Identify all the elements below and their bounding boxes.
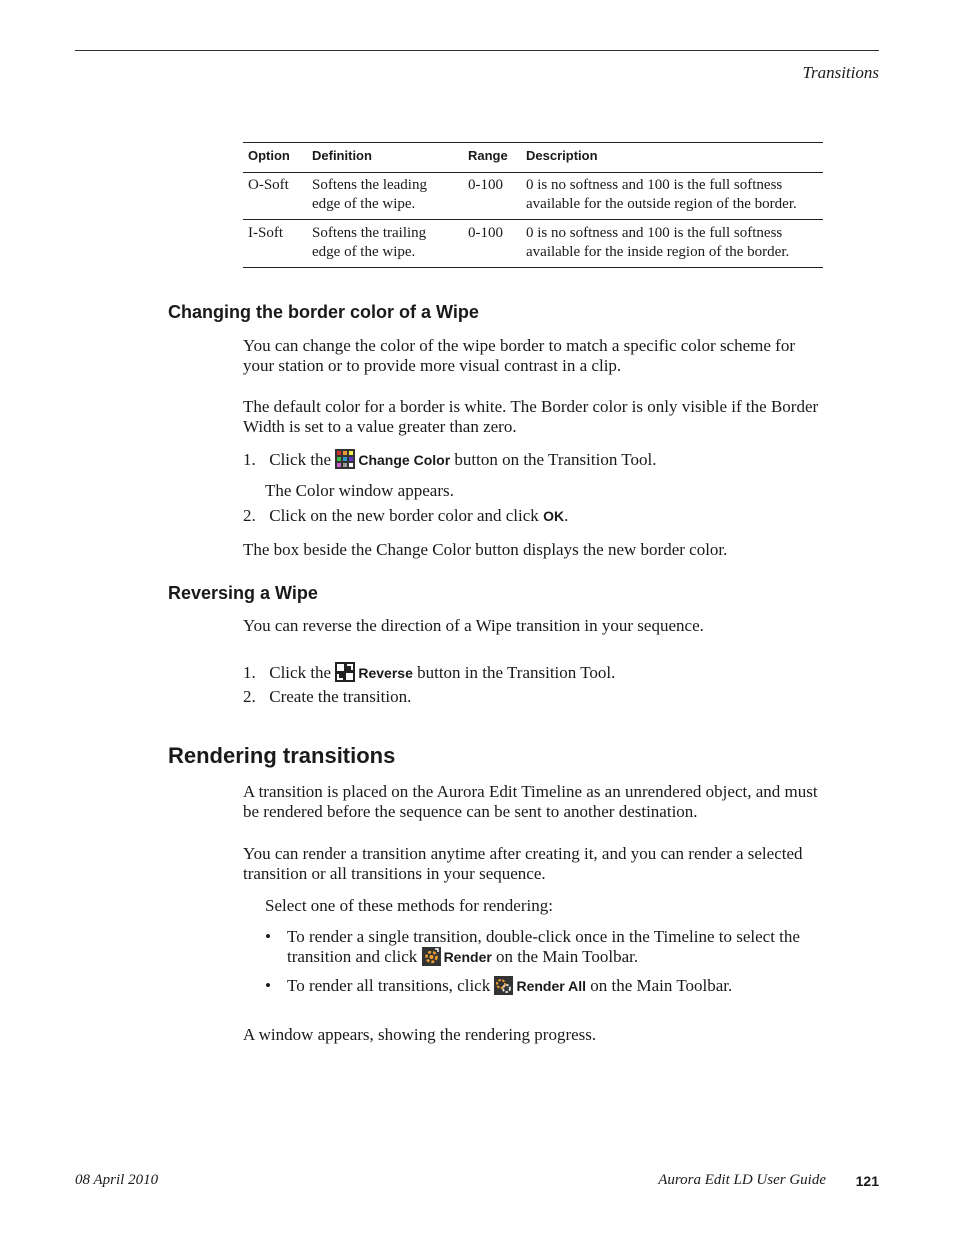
bullet-text-post: on the Main Toolbar. [590,976,733,995]
step-text-pre: Click on the new border color and click [269,506,539,525]
ok-label: OK [543,508,565,524]
cell-definition: Softens the trailing edge of the wipe. [307,220,463,268]
step-text-post: button on the Transition Tool. [454,450,657,469]
step-text-post: . [564,506,569,525]
table-header-row [243,143,823,172]
cell-range: 0-100 [463,171,521,220]
paragraph: You can reverse the direction of a Wipe transition in your sequence. [243,616,704,635]
cell-definition: Softens the leading edge of the wipe. [307,171,463,220]
render-all-icon [494,976,513,1000]
render-all-label: Render All [516,978,586,994]
footer-date: 08 April 2010 [75,1172,159,1188]
bullet-text-pre: To render all transitions, click [287,976,491,995]
cell-option: O-Soft [243,171,307,220]
render-icon [422,947,441,971]
step-number: 1. [243,450,256,469]
cell-option: I-Soft [243,220,307,268]
heading-border-color: Changing the border color of a Wipe [168,302,479,322]
col-header-option: Option [243,143,307,172]
step-2 [243,506,568,526]
paragraph: The box beside the Change Color button displays the new border color. [243,540,728,559]
reverse-icon [335,662,355,687]
footer-guide-title: Aurora Edit LD User Guide [658,1172,826,1188]
cell-description: 0 is no softness and 100 is the full softness available for the outside region of the border. [521,171,823,220]
list-item [265,927,825,971]
cell-range: 0-100 [463,220,521,268]
cell-description: 0 is no softness and 100 is the full softness available for the inside region of the border. [521,220,823,268]
col-header-description: Description [521,143,823,172]
step-2 [243,687,411,707]
paragraph: A window appears, showing the rendering progress. [243,1025,597,1044]
paragraph: You can change the color of the wipe border to match a specific color scheme for your station or to provide more visual contrast in a clip. [243,336,795,375]
col-header-definition: Definition [307,143,463,172]
step-1 [243,449,656,474]
bullet-text-post: on the Main Toolbar. [496,947,639,966]
step-text-pre: Click the [269,663,332,682]
paragraph: You can render a transition anytime after creating it, and you can render a selected transition or all transitions in your sequence. [243,844,803,883]
step-result: The Color window appears. [265,481,454,500]
change-color-label: Change Color [358,452,451,468]
reverse-label: Reverse [358,665,413,681]
options-table [243,142,823,268]
page-number: 121 [855,1173,879,1189]
paragraph: The default color for a border is white. The Border color is only visible if the Border Width is set to a value greater than zero. [243,397,819,436]
step-number: 2. [243,687,256,706]
list-item [265,976,825,1000]
paragraph: A transition is placed on the Aurora Edit Timeline as an unrendered object, and must be rendered before the sequence can be sent to another destination. [243,782,818,821]
table-row [243,171,823,220]
step-text-pre: Click the [269,450,332,469]
color-grid-icon [335,449,355,474]
bullet-text-pre: To render a single transition, double-click once in the Timeline to select the transition and click [287,927,800,966]
heading-rendering: Rendering transitions [168,743,396,768]
bullet: • [265,976,271,995]
table-row [243,220,823,268]
step-text-post: button in the Transition Tool. [417,663,616,682]
bullet: • [265,927,271,946]
step-1 [243,662,615,687]
methods-intro: Select one of these methods for rendering: [265,896,553,915]
render-label: Render [443,949,492,965]
top-rule [75,50,879,51]
running-head: Transitions [802,63,879,82]
step-number: 1. [243,663,256,682]
heading-reverse: Reversing a Wipe [168,583,318,603]
step-number: 2. [243,506,256,525]
col-header-range: Range [463,143,521,172]
step-text: Create the transition. [269,687,412,706]
